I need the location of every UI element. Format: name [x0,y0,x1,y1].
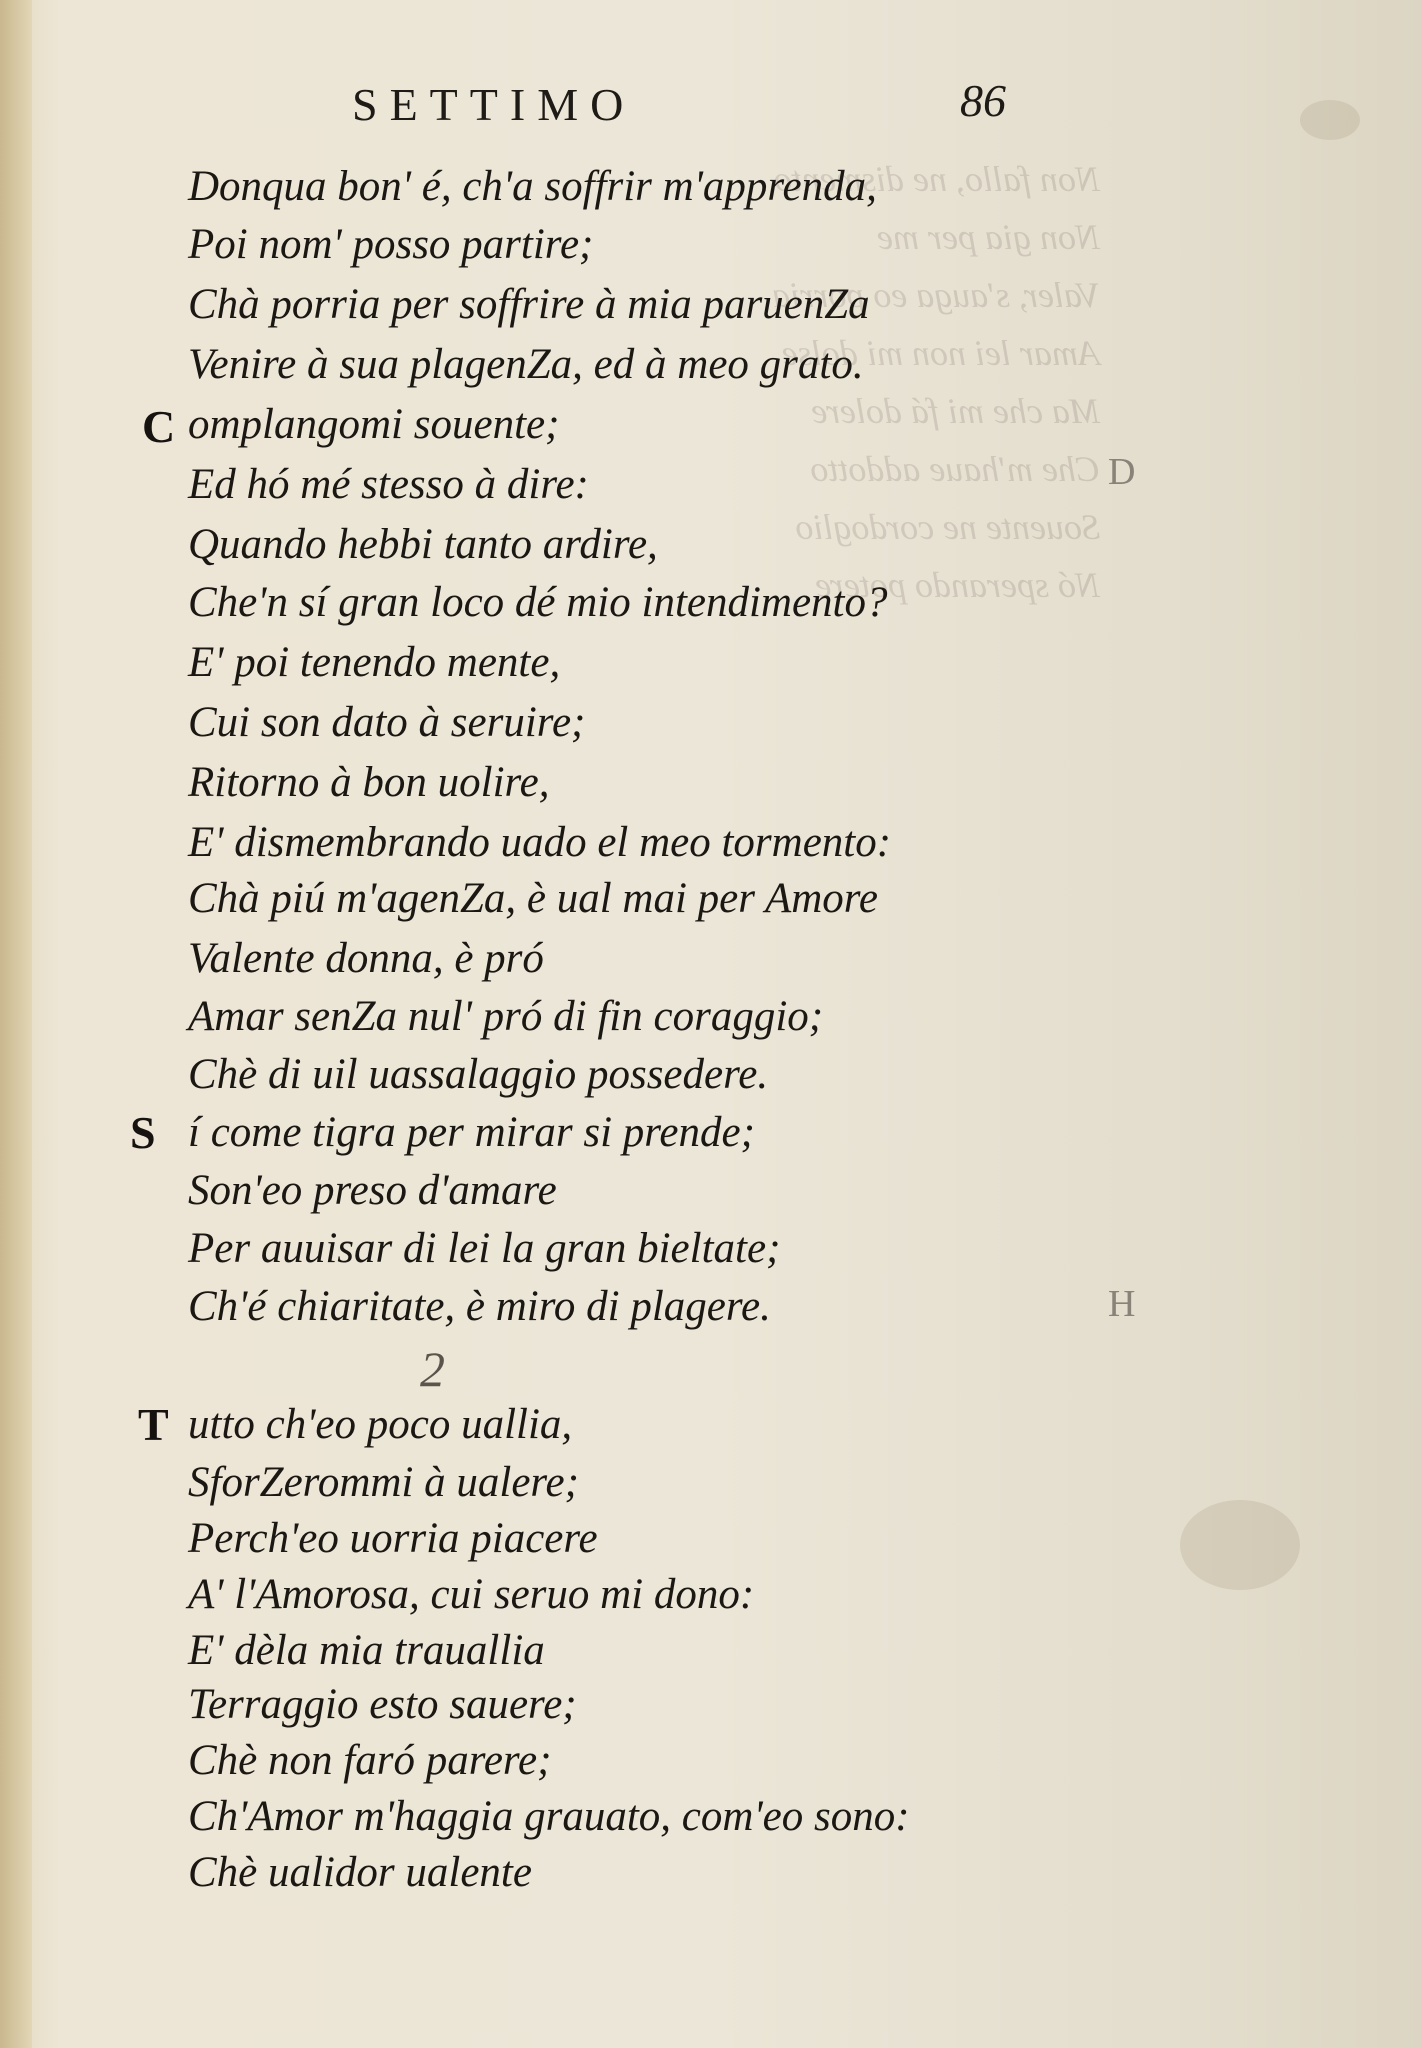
drop-initial-s: S [130,1107,156,1158]
verse-line: Ch'é chiaritate, è miro di plagere. [188,1283,771,1330]
verse-line: Chà porria per soffrire à mia paruenZa [188,281,870,328]
verse-line: E' poi tenendo mente, [188,639,561,686]
verse-line: Terraggio esto sauere; [188,1681,577,1728]
verse-line: Che'n sí gran loco dé mio intendimento? [188,579,888,626]
verse-line: Valente donna, è pró [188,935,544,982]
verse-line: Ed hó mé stesso à dire: [188,461,589,508]
verse-line: Perch'eo uorria piacere [188,1515,598,1562]
page-binding-edge [0,0,32,2048]
verse-line: Quando hebbi tanto ardire, [188,521,658,568]
verse-line: Son'eo preso d'amare [188,1167,557,1214]
verse-line: í come tigra per mirar si prende; [188,1109,755,1156]
verse-line: Poi nom' posso partire; [188,221,594,268]
verse-line: Ritorno à bon uolire, [188,759,550,806]
foxing-stain [1180,1500,1300,1590]
verse-line: omplangomi souente; [188,401,560,448]
verse-line: Chè ualidor ualente [188,1849,532,1896]
verse-line: utto ch'eo poco uallia, [188,1401,573,1448]
foxing-stain [1300,100,1360,140]
verse-line: Donqua bon' é, ch'a soffrir m'apprenda, [188,163,877,210]
verse-line: Per auuisar di lei la gran bieltate; [188,1225,781,1272]
verse-line: E' dismembrando uado el meo tormento: [188,819,892,866]
verse-line: SforZerommi à ualere; [188,1459,579,1506]
verse-line: Venire à sua plagenZa, ed à meo grato. [188,341,864,388]
margin-letter-d: D [1108,451,1136,493]
page-number: 86 [960,75,1006,126]
running-head-title: SETTIMO [352,79,636,130]
verse-line: Ch'Amor m'haggia grauato, com'eo sono: [188,1793,910,1840]
verse-line: Chà piú m'agenZa, è ual mai per Amore [188,875,878,922]
drop-initial-t: T [138,1399,169,1450]
verse-line: Chè non faró parere; [188,1737,552,1784]
verse-line: A' l'Amorosa, cui seruo mi dono: [188,1571,755,1618]
verse-line: Amar senZa nul' pró di fin coraggio; [188,993,824,1040]
verse-line: Chè di uil uassalaggio possedere. [188,1051,769,1098]
margin-letter-h: H [1108,1283,1136,1325]
drop-initial-c: C [142,401,176,452]
verse-line: E' dèla mia trauallia [188,1627,545,1674]
reverse-side-show-through: Non fallo, ne dismento Non gia per me Valer, s'auga eo porria Amar lei non mi dolse Ma che mi fá dolere Che m'haue addotto Souente ne cordoglio Nó sperando potere [772,159,1100,605]
verse-line: Cui son dato à seruire; [188,699,586,746]
stanza-number: 2 [420,1341,445,1397]
